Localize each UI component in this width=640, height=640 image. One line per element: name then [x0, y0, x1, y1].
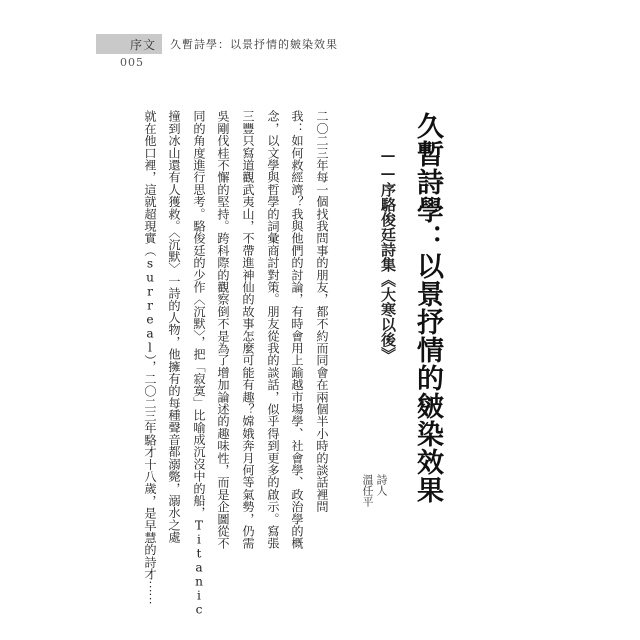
text-line: 撞到冰山還有人獲救。〈沉默〉一詩的人物，他擁有的每種聲音都溺斃，溺水之處 [167, 110, 181, 544]
page-subtitle: ——序駱俊廷詩集《大寒以後》 [379, 146, 397, 362]
section-tab [96, 34, 162, 54]
page-number: 005 [120, 56, 144, 69]
text-line: 吳剛伐桂不懈的堅持。跨科際的觀察倒不是為了增加論述的趣味性，而是企圖從不 [216, 110, 230, 550]
text-line: 三豐只寫道觀武夷山，不帶進神仙的故事怎麼可能有趣？嫦娥奔月何等氣勢，仍需 [241, 110, 255, 550]
author-credit [360, 474, 388, 507]
author-role: 詩人 [375, 474, 388, 496]
text-line: 我：如何救經濟？我與他們的討論，有時會用上踰越市場學、社會學、政治學的概 [290, 110, 304, 550]
text-line: 二〇二三年每一個找我問事的朋友，都不約而同會在兩個半小時的談話裡問 [315, 110, 329, 513]
text-line: 同的角度進行思考。駱俊廷的少作〈沉默〉，把「寂寞」比喻成沉沒中的船，Titanic [192, 110, 206, 617]
author-name: 溫任平 [361, 474, 374, 507]
section-label: 序文 [129, 38, 156, 52]
text-line: 就在他口裡，這就超現實（surreal），二〇二三年駱才十八歲，是早慧的詩才⋯⋯ [143, 110, 157, 605]
page-title: 久暫詩學：以景抒情的皴染效果 [412, 112, 443, 504]
text-line: 念，以文學與哲學的詞彙商討對策。朋友從我的談話，似乎得到更多的啟示。寫張 [266, 110, 280, 550]
running-title: 久暫詩學：以景抒情的皴染效果 [170, 38, 338, 51]
